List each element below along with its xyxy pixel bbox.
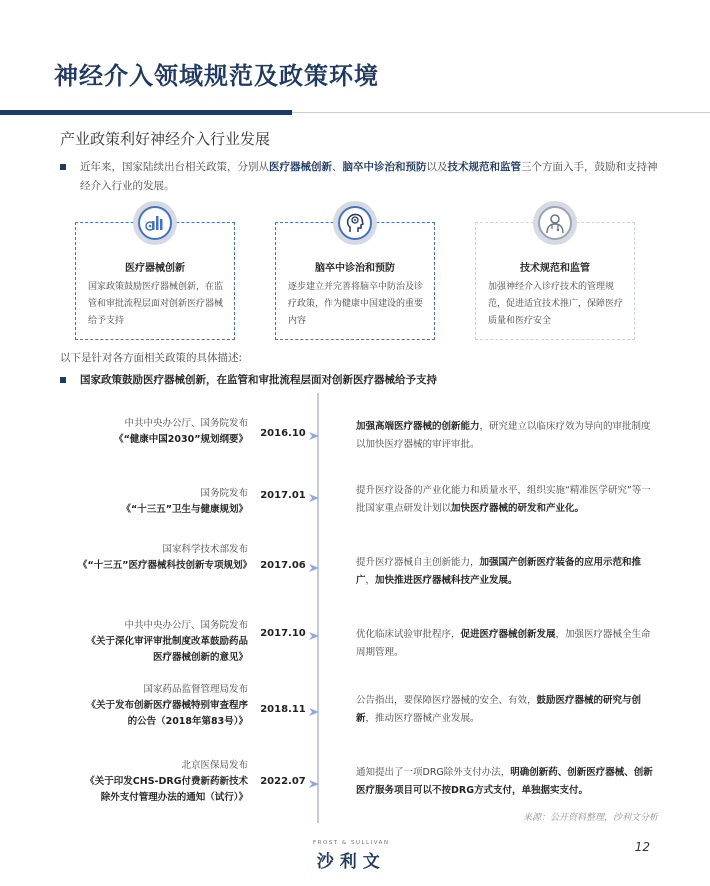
arrow-icon: [307, 706, 323, 718]
gear-chart-icon: [133, 201, 177, 245]
intro-paragraph: 近年来，国家陆续出台相关政策，分别从医疗器械创新、脑卒中诊治和预防以及技术规范和监管三个方面入手，鼓励和支持神经介入行业的发展。: [60, 158, 660, 196]
arrow-icon: [307, 492, 323, 504]
title-rule: [292, 112, 710, 113]
arrow-icon: [307, 778, 323, 790]
timeline-description: 通知提出了一项DRG除外支付办法，明确创新药、创新医疗器械、创新医疗服务项目可以不按DRG方式支付，单独据实支付。: [356, 767, 653, 796]
timeline-date: 2017.06: [260, 560, 306, 571]
page-title: 神经介入领域规范及政策环境: [54, 62, 379, 90]
company-logo: [313, 840, 390, 872]
timeline-date: 2022.07: [260, 776, 306, 787]
card-stroke: [275, 222, 435, 340]
timeline-description: 公告指出，要保障医疗器械的安全、有效，鼓励医疗器械的研究与创新，推动医疗器械产业发展。: [356, 695, 642, 724]
timeline-description: 提升医疗设备的产业化能力和质量水平，组织实施“精准医学研究”等一批国家重点研发计划以加快医疗器械的研发和产业化。: [356, 485, 651, 514]
card-innovation: [75, 222, 235, 340]
timeline-date: 2017.10: [260, 628, 306, 639]
timeline-description: 加强高端医疗器械的创新能力，研究建立以临床疗效为导向的审批制度以加快医疗器械的审评审批。: [356, 421, 651, 450]
timeline-row: [0, 680, 710, 750]
card-title: 医疗器械创新: [125, 263, 185, 274]
card-title: 技术规范和监管: [520, 263, 590, 274]
logo-chinese: 沙利文: [316, 852, 386, 872]
timeline-description: 提升医疗器械自主创新能力，加强国产创新医疗装备的应用示范和推广，加快推进医疗器械科技产业发展。: [356, 557, 642, 586]
arrow-icon: [307, 562, 323, 574]
brain-head-icon: [333, 201, 377, 245]
card-title: 脑卒中诊治和预防: [315, 263, 395, 274]
timeline-issuer: 中共中央办公厅、国务院发布 《“健康中国2030”规划纲要》: [114, 418, 248, 445]
timeline-issuer: 国家药品监督管理局发布 《关于发布创新医疗器械特别审查程序的公告（2018年第83号）》: [86, 684, 248, 727]
page-number: 12: [634, 840, 650, 854]
timeline-row: [0, 538, 710, 608]
timeline-date: 2016.10: [260, 428, 306, 439]
source-note: 来源：公开资料整理，沙利文分析: [522, 813, 658, 823]
timeline-issuer: 北京医保局发布 《关于印发CHS-DRG付费新药新技术除外支付管理办法的通知（试行）》: [85, 760, 248, 803]
card-text: 国家政策鼓励医疗器械创新，在监管和审批流程层面对创新医疗器械给予支持: [88, 282, 224, 326]
arrow-icon: [307, 430, 323, 442]
card-text: 逐步建立并完善将脑卒中防治及诊疗政策，作为健康中国建设的重要内容: [288, 282, 424, 326]
timeline-subheading: 国家政策鼓励医疗器械创新，在监管和审批流程层面对创新医疗器械给予支持: [60, 372, 437, 387]
bullet-square: [60, 377, 66, 383]
timeline-issuer: 中共中央办公厅、国务院发布 《关于深化审评审批制度改革鼓励药品医疗器械创新的意见》: [86, 620, 248, 663]
timeline-description: 优化临床试验审批程序，促进医疗器械创新发展，加强医疗器械全生命周期管理。: [356, 629, 651, 658]
section-subtitle: 产业政策利好神经介入行业发展: [60, 130, 271, 148]
arrow-icon: [307, 630, 323, 642]
description-line: 以下是针对各方面相关政策的具体描述:: [60, 352, 243, 364]
policy-cards: [75, 222, 635, 342]
title-underline: [0, 110, 292, 115]
bullet-square: [60, 164, 66, 170]
timeline-row: [0, 410, 710, 480]
card-regulation: [475, 222, 635, 340]
timeline-issuer: 国务院发布 《“十三五”卫生与健康规划》: [121, 488, 248, 515]
timeline-issuer: 国家科学技术部发布 《“十三五”医疗器械科技创新专项规划》: [78, 544, 252, 571]
logo-english: FROST & SULLIVAN: [313, 840, 390, 846]
timeline-row: [0, 614, 710, 684]
card-text: 加强神经介入诊疗技术的管理规范，促进适宜技术推广，保障医疗质量和医疗安全: [488, 282, 624, 326]
doctor-icon: [533, 201, 577, 245]
timeline-date: 2017.01: [260, 490, 306, 501]
timeline-date: 2018.11: [260, 704, 306, 715]
